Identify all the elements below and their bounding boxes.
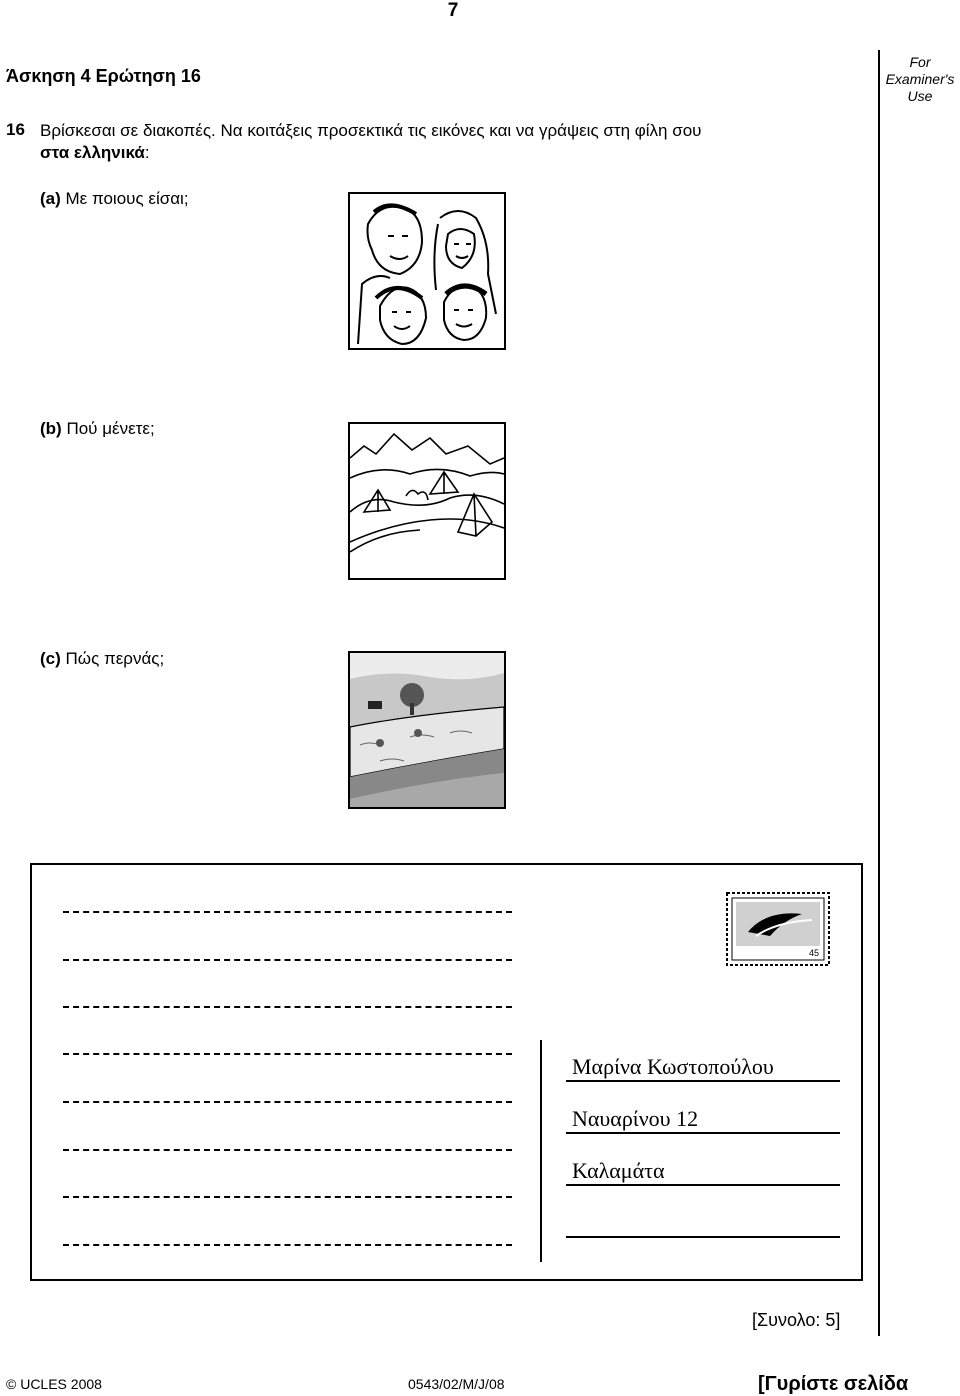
address-line-2: [566, 1132, 840, 1134]
part-c-label: (c): [40, 649, 61, 668]
examiner-use-line-3: Use: [907, 88, 933, 104]
postage-stamp: [726, 892, 830, 966]
examiner-use-line-2: Examiner's: [885, 71, 955, 87]
page-number: 7: [447, 0, 459, 21]
writing-line[interactable]: [63, 1053, 512, 1055]
part-a-label: (a): [40, 189, 61, 208]
address-city: Καλαμάτα: [572, 1158, 665, 1183]
question-text: [40, 120, 870, 164]
writing-line[interactable]: [63, 1196, 512, 1198]
river-illustration: [350, 653, 504, 807]
address-line-4[interactable]: [566, 1236, 840, 1238]
postcard-divider: [540, 1040, 542, 1262]
stamp-value: 45: [809, 948, 820, 958]
writing-line[interactable]: [63, 1006, 512, 1008]
examiner-use-line-1: For: [909, 54, 931, 70]
part-c-text: Πώς περνάς;: [65, 649, 165, 668]
question-text-tail: :: [144, 143, 150, 162]
turn-over: [Γυρίστε σελίδα: [758, 1373, 909, 1395]
writing-line[interactable]: [63, 959, 512, 961]
river-picture: [348, 651, 506, 809]
family-picture: [348, 192, 506, 350]
part-a: [40, 189, 189, 209]
address-street: Ναυαρίνου 12: [572, 1106, 699, 1131]
total-marks: [Συνολο: 5]: [752, 1310, 841, 1330]
question-text-plain: Βρίσκεσαι σε διακοπές. Να κοιτάξεις προσεκτικά τις εικόνες και να γράψεις στη φίλη σου: [40, 121, 702, 140]
part-b-text: Πού μένετε;: [66, 419, 155, 438]
writing-line[interactable]: [63, 1244, 512, 1246]
writing-line[interactable]: [63, 1101, 512, 1103]
family-illustration: [350, 194, 504, 348]
writing-line[interactable]: [63, 911, 512, 913]
part-b: [40, 419, 155, 439]
margin-rule: [878, 50, 880, 1336]
question-number: 16: [6, 120, 25, 139]
writing-line[interactable]: [63, 1149, 512, 1151]
address-line-3: [566, 1184, 840, 1186]
question-text-bold: στα ελληνικά: [40, 143, 145, 162]
part-b-label: (b): [40, 419, 62, 438]
campsite-picture: [348, 422, 506, 580]
address-line-1: [566, 1080, 840, 1082]
campsite-illustration: [350, 424, 504, 578]
part-a-text: Με ποιους είσαι;: [65, 189, 189, 208]
address-name: Μαρίνα Κωστοπούλου: [572, 1054, 774, 1079]
part-c: [40, 649, 164, 669]
examiner-use-label: [880, 54, 960, 105]
footer-code: 0543/02/M/J/08: [408, 1376, 505, 1392]
exercise-title: Άσκηση 4 Ερώτηση 16: [6, 66, 201, 86]
footer-copyright: © UCLES 2008: [6, 1376, 102, 1392]
